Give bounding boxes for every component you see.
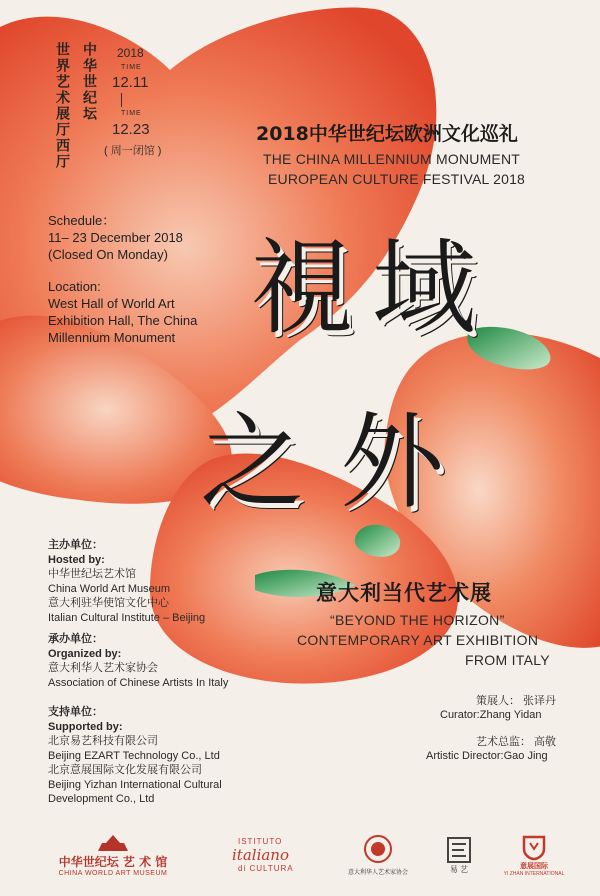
- hosted-item: China World Art Museum: [48, 582, 171, 595]
- festival-title-cn: 2018中华世纪坛欧洲文化巡礼: [256, 123, 518, 145]
- venue-vertical-1: 中华世纪坛: [81, 42, 97, 122]
- festival-title-en-2: EUROPEAN CULTURE FESTIVAL 2018: [268, 171, 526, 187]
- logo-yizhan: [494, 826, 574, 884]
- title-char-2: 域: [372, 227, 477, 349]
- date-end: 12.23: [112, 121, 150, 138]
- date-start: 12.11: [112, 74, 149, 91]
- iic-line-3: di CULTURA: [238, 864, 294, 873]
- exhibition-title-en-3: FROM ITALY: [465, 652, 550, 668]
- supported-label-cn: 支持单位：: [48, 706, 103, 718]
- yizhan-name-en: YI ZHAN INTERNATIONAL: [503, 871, 565, 877]
- organized-block: [48, 632, 228, 690]
- title-char-4: 外: [340, 401, 445, 523]
- supported-label-en: Supported by:: [48, 720, 123, 733]
- hosted-label-en: Hosted by:: [48, 553, 105, 566]
- exhibition-title-en-1: “BEYOND THE HORIZON”: [330, 612, 505, 628]
- date-divider: [121, 93, 123, 107]
- venue-vertical-2: 世界艺术展厅西厅: [54, 42, 70, 170]
- hosted-label-cn: 主办单位：: [48, 539, 103, 551]
- director-cn: 艺术总监： 高敬: [476, 736, 557, 748]
- organized-label-en: Organized by:: [48, 647, 122, 660]
- supported-item: Beijing EZART Technology Co., Ltd: [48, 749, 220, 762]
- supported-item: Development Co., Ltd: [48, 793, 155, 805]
- supported-block: [48, 705, 222, 807]
- curator-en: Curator:Zhang Yidan: [440, 709, 542, 721]
- festival-title-en-1: THE CHINA MILLENNIUM MONUMENT: [263, 151, 521, 167]
- date-note: ( 周一闭馆 ): [104, 145, 162, 157]
- exhibition-title-cn: 意大利当代艺术展: [316, 581, 492, 605]
- association-emblem-icon: [363, 834, 393, 864]
- hosted-item: 意大利驻华使馆文化中心: [48, 597, 169, 609]
- hosted-block: [48, 538, 205, 625]
- ezart-emblem-icon: [446, 836, 472, 864]
- yizhan-emblem-icon: [520, 833, 548, 861]
- supported-item: 北京意展国际文化发展有限公司: [48, 764, 202, 776]
- logo-china-world-art-museum: [38, 826, 188, 884]
- location-line-1: West Hall of World Art: [48, 296, 175, 311]
- date-year: 2018: [117, 46, 144, 60]
- logo-italian-cultural-institute: [210, 826, 320, 884]
- iic-line-2: italiano: [232, 846, 289, 864]
- date-time-label-1: TIME: [121, 64, 142, 71]
- location-label: Location:: [48, 279, 101, 294]
- association-name: 意大利华人艺术家协会: [347, 870, 408, 876]
- museum-name-en: CHINA WORLD ART MUSEUM: [58, 870, 168, 877]
- location-line-3: Millennium Monument: [48, 330, 176, 345]
- schedule-line-1: 11– 23 December 2018: [48, 230, 183, 245]
- title-char-3: 之: [200, 401, 305, 523]
- ezart-name: 易 艺: [449, 864, 469, 874]
- director-en: Artistic Director:Gao Jing: [426, 750, 548, 762]
- supported-item: Beijing Yizhan International Cultural: [48, 778, 222, 791]
- organized-item: Association of Chinese Artists In Italy: [48, 676, 229, 689]
- yizhan-name: 意展国际: [520, 863, 548, 870]
- curator-cn: 策展人： 张译丹: [476, 695, 557, 707]
- schedule-label: Schedule：: [48, 213, 116, 228]
- title-char-1: 視: [250, 227, 355, 349]
- schedule-block: [48, 212, 183, 263]
- exhibition-title-en-2: CONTEMPORARY ART EXHIBITION: [297, 632, 539, 648]
- schedule-line-2: (Closed On Monday): [48, 247, 168, 262]
- organized-item: 意大利华人艺术家协会: [48, 662, 158, 674]
- logo-ezart: [434, 826, 484, 884]
- hosted-item: Italian Cultural Institute – Beijing: [48, 611, 206, 624]
- organized-label-cn: 承办单位：: [48, 633, 103, 645]
- location-block: [48, 278, 197, 346]
- logo-artists-association: [333, 826, 423, 884]
- iic-line-1: ISTITUTO: [238, 837, 283, 846]
- museum-name-cn: 中华世纪坛 艺 术 馆: [58, 855, 168, 869]
- supported-item: 北京易艺科技有限公司: [48, 735, 158, 747]
- hosted-item: 中华世纪坛艺术馆: [48, 568, 136, 580]
- location-line-2: Exhibition Hall, The China: [48, 313, 198, 328]
- date-time-label-2: TIME: [121, 110, 142, 117]
- museum-emblem-icon: [96, 833, 130, 853]
